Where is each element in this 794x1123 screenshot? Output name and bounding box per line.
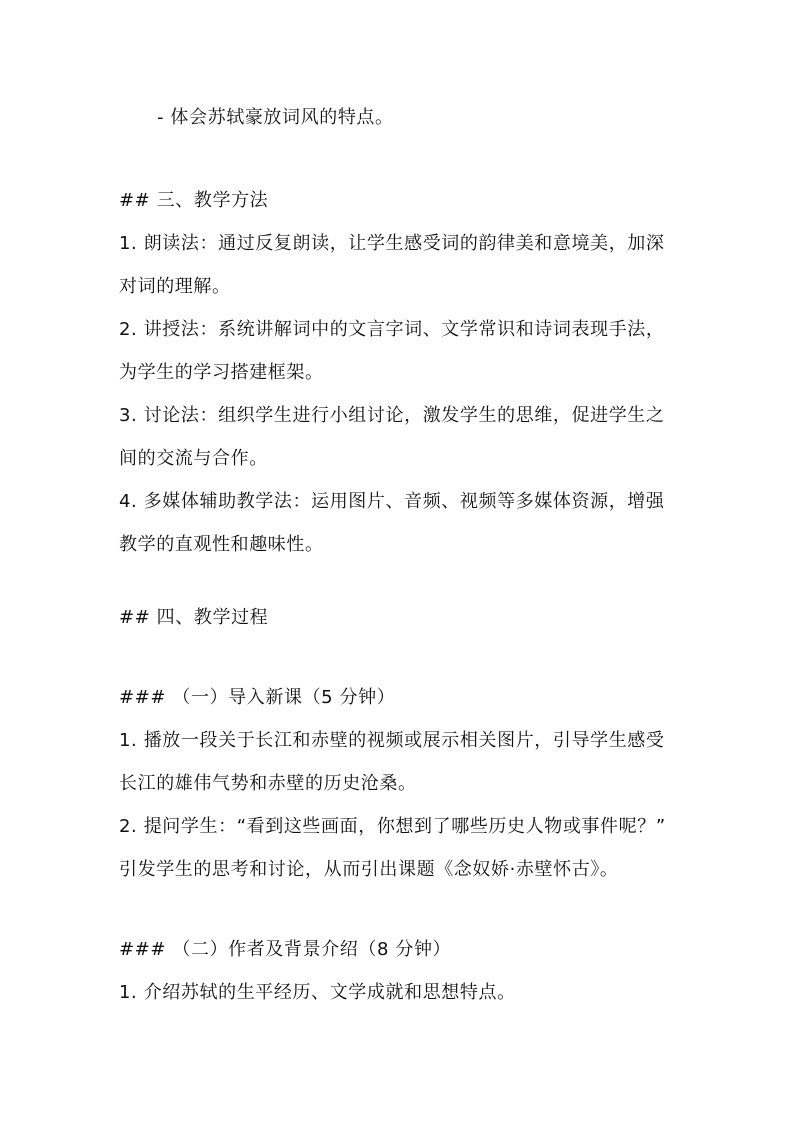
method-item-3-line-1: 3. 讨论法：组织学生进行小组讨论，激发学生的思维，促进学生之	[119, 405, 665, 426]
intro-item-2-line-1: 2. 提问学生：“看到这些画面，你想到了哪些历史人物或事件呢？”	[119, 816, 666, 837]
subsection-heading-author: ### （二）作者及背景介绍（8 分钟）	[119, 939, 452, 960]
intro-item-1-line-2: 长江的雄伟气势和赤壁的历史沧桑。	[119, 773, 417, 794]
method-item-4-line-2: 教学的直观性和趣味性。	[119, 534, 324, 555]
intro-item-1-line-1: 1. 播放一段关于长江和赤壁的视频或展示相关图片，引导学生感受	[119, 730, 665, 751]
method-item-4-line-1: 4. 多媒体辅助教学法：运用图片、音频、视频等多媒体资源，增强	[119, 491, 665, 512]
intro-item-2-line-2: 引发学生的思考和讨论，从而引出课题《念奴娇·赤壁怀古》。	[119, 859, 619, 880]
method-item-2-line-1: 2. 讲授法：系统讲解词中的文言字词、文学常识和诗词表现手法，	[119, 319, 665, 340]
author-item-1-line-1: 1. 介绍苏轼的生平经历、文学成就和思想特点。	[119, 982, 516, 1003]
subsection-heading-intro: ### （一）导入新课（5 分钟）	[119, 687, 396, 708]
method-item-2-line-2: 为学生的学习搭建框架。	[119, 362, 324, 383]
method-item-1-line-2: 对词的理解。	[119, 276, 231, 297]
method-item-3-line-2: 间的交流与合作。	[119, 448, 268, 469]
goal-bullet: - 体会苏轼豪放词风的特点。	[157, 107, 394, 128]
section-heading-process: ## 四、教学过程	[119, 607, 269, 628]
section-heading-methods: ## 三、教学方法	[119, 190, 269, 211]
method-item-1-line-1: 1. 朗读法：通过反复朗读，让学生感受词的韵律美和意境美，加深	[119, 233, 665, 254]
